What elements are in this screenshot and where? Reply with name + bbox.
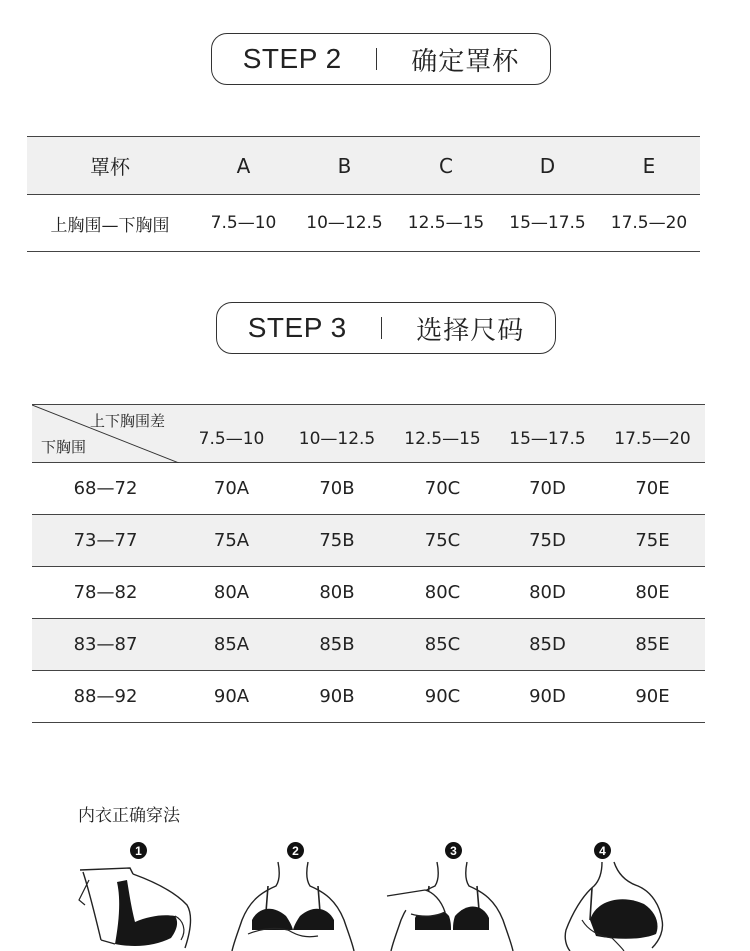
size-cell: 90D xyxy=(529,686,566,707)
underbust-range: 73—77 xyxy=(73,530,138,551)
size-cell: 85D xyxy=(529,634,566,655)
size-header-range-2: 10—12.5 xyxy=(298,428,376,449)
cup-value-c: 12.5—15 xyxy=(407,213,485,233)
wear-step-4-illustration xyxy=(552,860,682,951)
wearing-guide-title: 内衣正确穿法 xyxy=(78,806,180,826)
size-cell: 90A xyxy=(213,686,250,707)
size-cell: 75D xyxy=(529,530,566,551)
cup-size-table xyxy=(27,136,700,252)
wear-step-3-badge: 3 xyxy=(445,842,462,859)
bra-size-table xyxy=(32,404,705,723)
size-cell: 85A xyxy=(213,634,250,655)
size-cell: 70C xyxy=(424,478,461,499)
cup-header-label: 罩杯 xyxy=(90,155,130,179)
size-header-range-5: 17.5—20 xyxy=(614,428,691,449)
cup-header-b: B xyxy=(337,153,352,178)
size-cell: 70D xyxy=(529,478,566,499)
step2-label: STEP 2 xyxy=(242,43,342,74)
cup-value-a: 7.5—10 xyxy=(210,213,277,233)
wear-step-4-badge: 4 xyxy=(594,842,611,859)
table-row xyxy=(32,515,705,567)
size-cell: 85E xyxy=(635,634,670,655)
step2-pill xyxy=(211,33,551,85)
wear-step-2-illustration xyxy=(228,860,358,951)
cup-value-d: 15—17.5 xyxy=(509,213,586,233)
size-cell: 85B xyxy=(319,634,355,655)
table-row xyxy=(32,567,705,619)
size-cell: 75B xyxy=(319,530,355,551)
cup-value-b: 10—12.5 xyxy=(306,213,383,233)
step3-pill xyxy=(216,302,556,354)
size-cell: 70E xyxy=(635,478,670,499)
step3-label: STEP 3 xyxy=(247,312,347,343)
table-row xyxy=(32,619,705,671)
cup-row-label: 上胸围—下胸围 xyxy=(50,215,170,236)
underbust-range: 78—82 xyxy=(73,582,138,603)
cup-header-d: D xyxy=(539,153,556,178)
corner-label-difference: 上下胸围差 xyxy=(89,412,165,430)
wear-step-3-illustration xyxy=(385,860,515,951)
step3-divider xyxy=(381,317,383,339)
wear-step-1-illustration xyxy=(75,860,205,951)
size-cell: 85C xyxy=(424,634,461,655)
cup-table-value-row xyxy=(27,195,700,252)
step2-title: 确定罩杯 xyxy=(411,46,520,77)
underbust-range: 83—87 xyxy=(73,634,138,655)
underbust-range: 68—72 xyxy=(73,478,138,499)
wear-step-1-badge: 1 xyxy=(130,842,147,859)
underbust-range: 88—92 xyxy=(73,686,138,707)
size-cell: 70A xyxy=(213,478,250,499)
size-cell: 75A xyxy=(213,530,250,551)
corner-label-underbust: 下胸围 xyxy=(41,438,87,456)
wear-step-2-badge: 2 xyxy=(287,842,304,859)
size-header-range-3: 12.5—15 xyxy=(404,428,481,449)
size-header-range-1: 7.5—10 xyxy=(198,428,265,449)
size-cell: 70B xyxy=(319,478,355,499)
cup-header-a: A xyxy=(236,153,251,178)
cup-table-header-row xyxy=(27,137,700,195)
size-table-corner-cell xyxy=(32,405,179,463)
size-cell: 75E xyxy=(635,530,670,551)
size-cell: 80B xyxy=(319,582,355,603)
size-cell: 90B xyxy=(319,686,355,707)
step3-title: 选择尺码 xyxy=(416,315,525,346)
table-row xyxy=(32,671,705,723)
size-cell: 90E xyxy=(635,686,670,707)
size-cell: 80C xyxy=(424,582,461,603)
size-cell: 80E xyxy=(635,582,670,603)
size-cell: 80D xyxy=(529,582,566,603)
size-cell: 75C xyxy=(424,530,461,551)
cup-header-e: E xyxy=(642,153,656,178)
size-header-range-4: 15—17.5 xyxy=(509,428,586,449)
cup-value-e: 17.5—20 xyxy=(610,213,688,233)
table-row xyxy=(32,463,705,515)
size-cell: 90C xyxy=(424,686,461,707)
cup-header-c: C xyxy=(439,153,453,178)
step2-divider xyxy=(376,48,378,70)
size-cell: 80A xyxy=(213,582,250,603)
size-table-header-row xyxy=(32,405,705,463)
